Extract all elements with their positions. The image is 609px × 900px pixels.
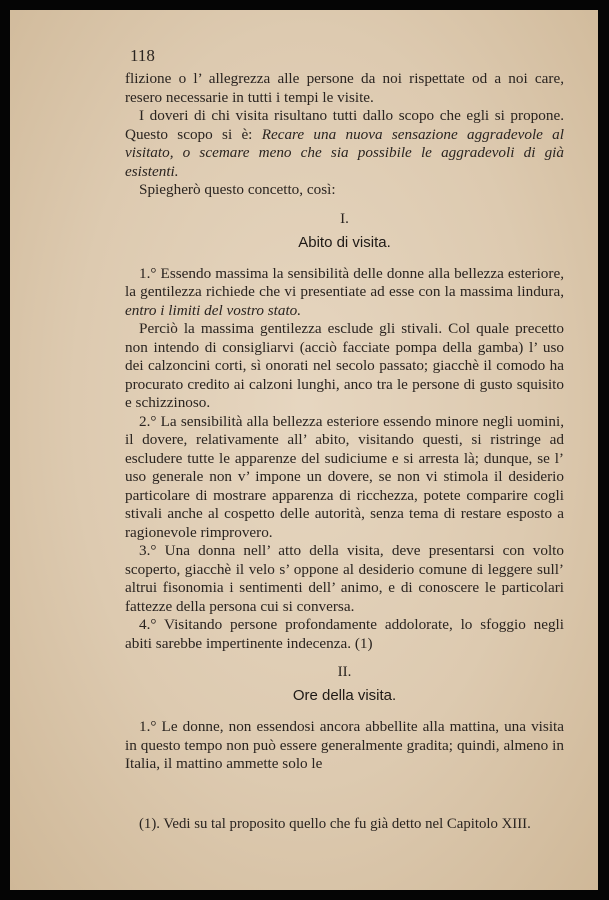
section-1-title: Abito di visita.: [298, 233, 391, 251]
intro-paragraph-2-italic: Recare una nuova sensazione aggradevole al visitato, o scemare meno che sia possibile le aggradevoli di già esistenti.: [125, 125, 565, 180]
section-2-title: Ore della visita.: [292, 687, 397, 704]
intro-paragraph-2: [125, 107, 564, 181]
section-1-numeral: I.: [340, 210, 349, 227]
intro-paragraph-2-text: I doveri di chi visita risultano tutti dallo scopo che egli si propone. Questo scopo si è:: [125, 107, 564, 143]
section-1-paragraph-3: 2.° La sensibilità alla bellezza esteriore essendo minore negli uomini, il dovere, relativamente all’ abito, visitando questi, si ristringe ad escludere tutte le apparenze del sudiciume e si arresta là; dunque, se l’ uso generale non v’ impone un dovere, se non vi stimola il desiderio particolare di mostrare apparenza di ricchezza, potete comparire cogli stivali anche al cospetto delle autorità, senza tema di restare esposto a ragionevole rimprovero.: [125, 412, 564, 541]
footnote: (1). Vedi su tal proposito quello che fu già detto nel Capitolo XIII.: [139, 816, 531, 832]
intro-paragraph-3: Spiegherò questo concetto, così:: [139, 181, 336, 198]
section-1-paragraph-1: [125, 265, 564, 321]
book-page: [10, 10, 598, 890]
section-1-paragraph-1-text: 1.° Essendo massima la sensibilità delle donne alla bellezza esteriore, la gentilezza richiede che vi presentiate ad esse con la massima lindura,: [125, 264, 564, 300]
section-2-paragraph-1: 1.° Le donne, non essendosi ancora abbellite alla mattina, una visita in questo tempo non può essere generalmente gradita; quindi, almeno in Italia, il mattino ammette solo le: [125, 718, 564, 772]
section-1-paragraph-4: 3.° Una donna nell’ atto della visita, deve presentarsi con volto scoperto, giacchè il velo s’ oppone al desiderio comune di leggere sull’ altrui fisonomia i sentimenti dell’ animo, e di conoscere le particolari fattezze della persona cui si conversa.: [125, 542, 564, 615]
section-1-paragraph-5: 4.° Visitando persone profondamente addolorate, lo sfoggio negli abiti sarebbe impertinente indecenza. (1): [125, 616, 564, 652]
section-1-paragraph-2: Perciò la massima gentilezza esclude gli stivali. Col quale precetto non intendo di consigliarvi (acciò facciate pompa della gamba) l’ uso dei calzoncini corti, sì onorati nel secolo passato; giacchè il comodo ha procurato credito ai calzoni lunghi, anco tra le persone di gusto squisito e schizzinoso.: [125, 320, 564, 411]
intro-paragraph-1: flizione o l’ allegrezza alle persone da noi rispettate od a noi care, resero necessarie in tutti i tempi le visite.: [125, 70, 564, 106]
section-2-numeral: II.: [337, 664, 352, 680]
section-1-paragraph-1-italic: entro i limiti del vostro stato.: [125, 301, 302, 319]
page-number: 118: [130, 46, 155, 65]
body-text: [125, 70, 564, 774]
